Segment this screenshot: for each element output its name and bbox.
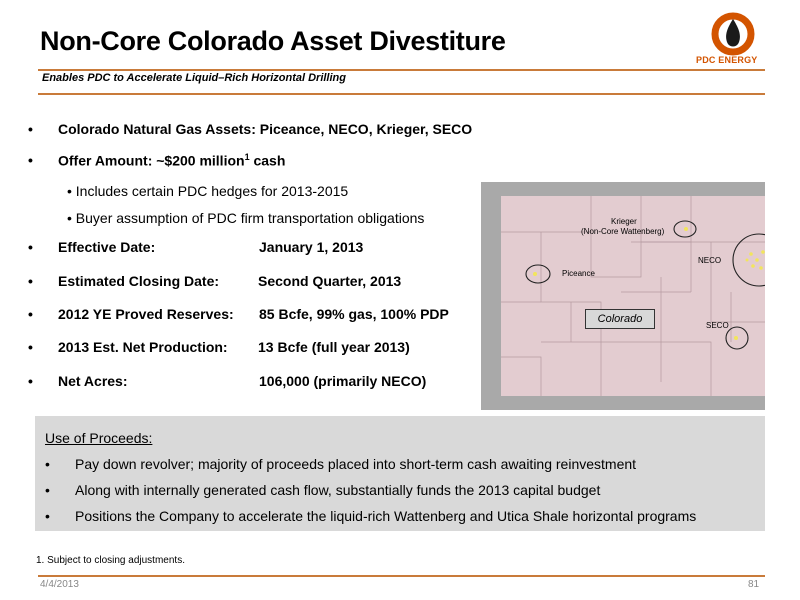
- bullet-glyph: •: [28, 121, 33, 137]
- page-number: 81: [748, 579, 760, 590]
- bullet-value: 85 Bcfe, 99% gas, 100% PDP: [259, 306, 449, 322]
- bullet-text: Colorado Natural Gas Assets: Piceance, NECO, Krieger, SECO: [58, 121, 473, 137]
- footer-date: 4/4/2013: [40, 579, 79, 590]
- bullet-glyph: •: [28, 306, 33, 322]
- neco-label: NECO: [698, 256, 722, 265]
- bullet-glyph: •: [28, 273, 33, 289]
- bullet-glyph: •: [67, 183, 72, 199]
- seco-label: SECO: [706, 321, 729, 330]
- bullet-value: 13 Bcfe (full year 2013): [258, 339, 410, 355]
- bullet-glyph: •: [45, 508, 50, 524]
- bullet-label: 2012 YE Proved Reserves:: [58, 306, 234, 322]
- use-of-proceeds-panel: [35, 416, 765, 531]
- krieger-sublabel: (Non-Core Wattenberg): [581, 227, 665, 236]
- bullet-glyph: •: [28, 239, 33, 255]
- bullet-glyph: •: [45, 482, 50, 498]
- offer-label: Offer Amount: ~$200 million: [58, 152, 245, 169]
- footnote: 1. Subject to closing adjustments.: [36, 555, 185, 566]
- bullet-glyph: •: [28, 339, 33, 355]
- sub-bullet-hedges: [67, 183, 348, 199]
- offer-after: cash: [249, 152, 286, 169]
- footnote-ref: 1: [244, 152, 250, 162]
- bullet-glyph: •: [67, 210, 72, 226]
- krieger-label: Krieger: [611, 217, 637, 226]
- bullet-value: 106,000 (primarily NECO): [259, 373, 427, 389]
- piceance-marker: [533, 272, 537, 276]
- sub-bullet-transport: [67, 210, 424, 226]
- bullet-glyph: •: [28, 373, 33, 389]
- bullet-glyph: •: [28, 152, 33, 168]
- bullet-label: Effective Date:: [58, 239, 156, 255]
- footer-divider: [38, 575, 765, 577]
- bullet-label: 2013 Est. Net Production:: [58, 339, 228, 355]
- proceeds-heading: Use of Proceeds:: [45, 430, 153, 446]
- krieger-marker: [684, 227, 688, 231]
- subtitle: Enables PDC to Accelerate Liquid–Rich Horizontal Drilling: [42, 72, 346, 84]
- bullet-value: Second Quarter, 2013: [258, 273, 402, 289]
- colorado-label: Colorado: [585, 309, 655, 329]
- piceance-label: Piceance: [562, 269, 595, 278]
- seco-marker: [734, 336, 738, 340]
- sub-bullet-text: Buyer assumption of PDC firm transportation obligations: [75, 210, 425, 226]
- bullet-label: Net Acres:: [58, 373, 128, 389]
- proceeds-item-text: Pay down revolver; majority of proceeds placed into short-term cash awaiting reinvestment: [75, 456, 637, 472]
- proceeds-item-text: Positions the Company to accelerate the liquid-rich Wattenberg and Utica Shale horizontal programs: [75, 508, 697, 524]
- logo-text: PDC ENERGY: [696, 55, 758, 65]
- bullet-glyph: •: [45, 456, 50, 472]
- bullet-label: Estimated Closing Date:: [58, 273, 220, 289]
- sub-bullet-text: Includes certain PDC hedges for 2013-2015: [75, 183, 349, 199]
- colorado-map: [481, 182, 765, 410]
- page-title: Non-Core Colorado Asset Divestiture: [40, 26, 506, 56]
- bullet-value: January 1, 2013: [259, 239, 364, 255]
- proceeds-item-text: Along with internally generated cash flow, substantially funds the 2013 capital budget: [75, 482, 601, 498]
- colorado-state-shape: [501, 196, 765, 396]
